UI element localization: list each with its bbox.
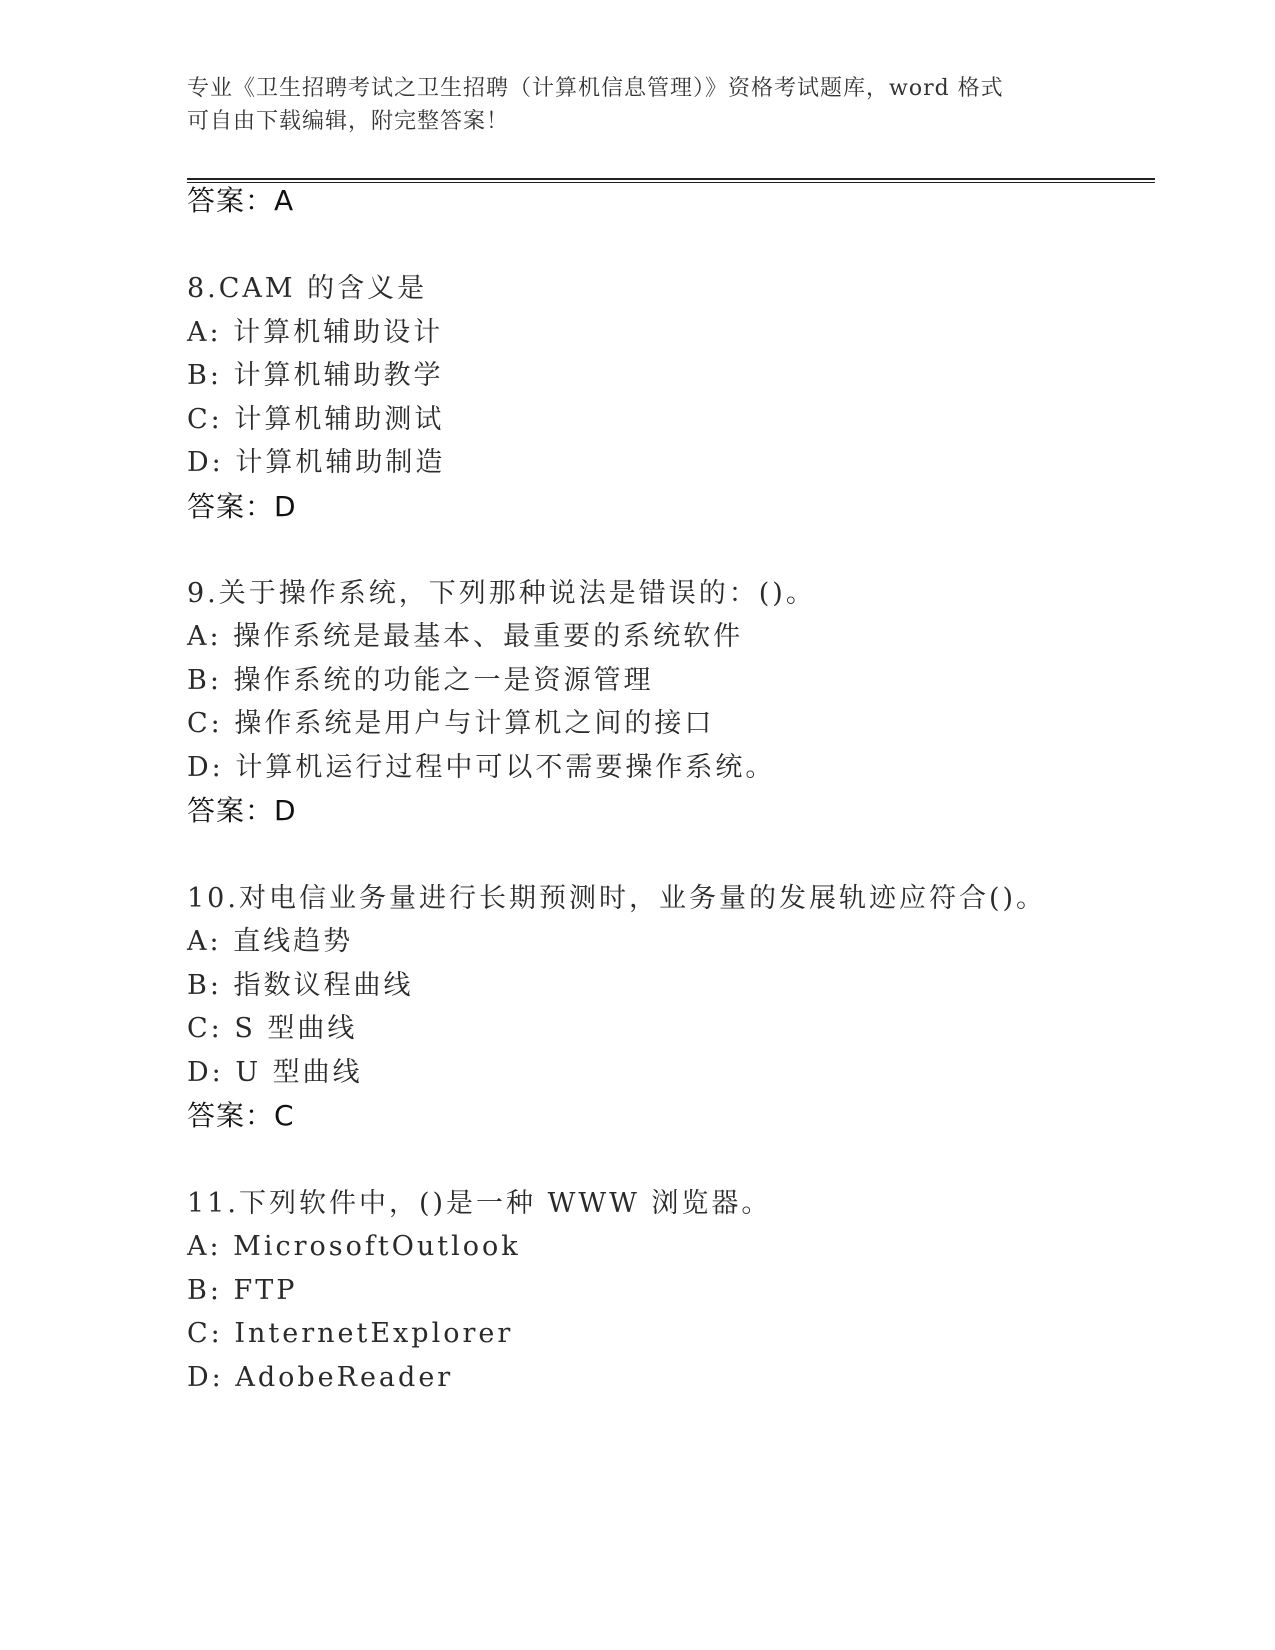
answer-line: 答案：C	[187, 1099, 295, 1132]
answer-line: 答案：D	[187, 794, 297, 827]
question-stem: 8.CAM 的含义是	[187, 273, 428, 304]
header-divider	[187, 178, 1155, 183]
answer-line: 答案：D	[187, 490, 297, 523]
document-header	[187, 72, 1087, 138]
question-option: C: 操作系统是用户与计算机之间的接口	[187, 708, 715, 739]
question-option: D: AdobeReader	[187, 1362, 454, 1393]
question-option: D: 计算机辅助制造	[187, 447, 446, 478]
question-option: A: MicrosoftOutlook	[187, 1231, 521, 1262]
question-stem: 10.对电信业务量进行长期预测时，业务量的发展轨迹应符合()。	[187, 883, 1047, 914]
question-option: A: 计算机辅助设计	[187, 317, 444, 348]
question-option: C: InternetExplorer	[187, 1318, 514, 1349]
question-stem: 11.下列软件中，()是一种 WWW 浏览器。	[187, 1188, 772, 1219]
question-option: A: 操作系统是最基本、最重要的系统软件	[187, 621, 744, 652]
question-option: D: 计算机运行过程中可以不需要操作系统。	[187, 752, 776, 783]
answer-line: 答案：A	[187, 184, 295, 217]
header-line-2: 可自由下载编辑，附完整答案！	[187, 109, 510, 134]
question-stem: 9.关于操作系统，下列那种说法是错误的：()。	[187, 578, 816, 609]
question-option: B: FTP	[187, 1275, 298, 1306]
question-option: C: S 型曲线	[187, 1013, 358, 1044]
question-option: B: 指数议程曲线	[187, 970, 414, 1001]
header-line-1: 专业《卫生招聘考试之卫生招聘（计算机信息管理）》资格考试题库，word 格式	[187, 76, 1004, 101]
question-option: C: 计算机辅助测试	[187, 404, 445, 435]
question-option: A: 直线趋势	[187, 926, 354, 957]
question-option: D: U 型曲线	[187, 1057, 363, 1088]
question-option: B: 操作系统的功能之一是资源管理	[187, 665, 654, 696]
question-option: B: 计算机辅助教学	[187, 360, 444, 391]
